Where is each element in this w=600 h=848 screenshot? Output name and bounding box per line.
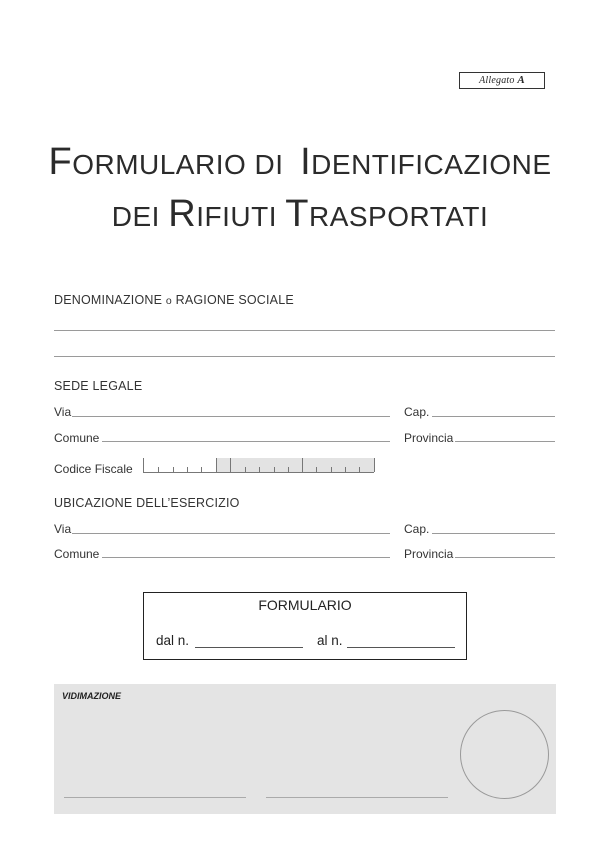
formulario-title: FORMULARIO [258, 597, 352, 613]
cf-tick [359, 467, 360, 472]
cf-tick [259, 467, 260, 472]
denominazione-heading-o: o [165, 295, 172, 307]
ubic-provincia-label: Provincia [404, 547, 454, 561]
allegato-word: Allegato [479, 75, 515, 86]
title-word-trasportati: RASPORTATI [308, 201, 489, 232]
codice-fiscale-shaded [216, 458, 375, 472]
sede-provincia-label: Provincia [404, 431, 454, 445]
title-word-dei: DEI [111, 201, 169, 232]
cf-tick [316, 467, 317, 472]
formulario-box [143, 592, 467, 660]
title-word-rifiuti: IFIUTI [196, 201, 286, 232]
sede-via-field[interactable] [72, 416, 390, 417]
cf-tick [345, 467, 346, 472]
denominazione-line-2[interactable] [54, 356, 555, 357]
allegato-badge [459, 72, 545, 89]
cf-tick [216, 458, 217, 472]
codice-fiscale-boxes[interactable] [143, 458, 374, 473]
cf-tick [173, 467, 174, 472]
ubic-provincia-field[interactable] [455, 557, 555, 558]
title-cap-r: R [168, 193, 197, 235]
codice-fiscale-label: Codice Fiscale [54, 462, 133, 476]
title-line-2 [0, 193, 600, 236]
title-word-formulario: ORMULARIO DI [72, 149, 284, 180]
ubic-cap-label: Cap. [404, 522, 430, 536]
formulario-al-field[interactable] [347, 647, 455, 648]
title-cap-t: T [285, 193, 309, 235]
formulario-dal-field[interactable] [195, 647, 303, 648]
formulario-dal-label: dal n. [156, 633, 190, 648]
denominazione-heading-tail: RAGIONE SOCIALE [175, 293, 294, 307]
cf-tick [158, 467, 159, 472]
denominazione-heading-main: DENOMINAZIONE [54, 293, 163, 307]
cf-tick [245, 467, 246, 472]
cf-tick [302, 458, 303, 472]
cf-tick [288, 467, 289, 472]
title-line-1 [0, 141, 600, 184]
sede-cap-field[interactable] [432, 416, 555, 417]
cf-tick [230, 458, 231, 472]
sede-legale-heading: SEDE LEGALE [54, 379, 143, 393]
title-cap-f: F [48, 141, 73, 183]
cf-tick [331, 467, 332, 472]
sede-provincia-field[interactable] [455, 441, 555, 442]
vidimazione-panel [54, 684, 556, 814]
formulario-al-label: al n. [317, 633, 343, 648]
ubic-cap-field[interactable] [432, 533, 555, 534]
cf-tick [201, 467, 202, 472]
ubic-via-label: Via [54, 522, 72, 536]
vidimazione-line-2[interactable] [266, 797, 448, 798]
cf-tick [274, 467, 275, 472]
sede-cap-label: Cap. [404, 405, 430, 419]
sede-comune-field[interactable] [102, 441, 390, 442]
sede-via-label: Via [54, 405, 72, 419]
ubic-comune-field[interactable] [102, 557, 390, 558]
denominazione-line-1[interactable] [54, 330, 555, 331]
ubicazione-heading: UBICAZIONE DELL’ESERCIZIO [54, 496, 240, 510]
denominazione-heading [54, 293, 294, 307]
title-cap-i: I [300, 141, 312, 183]
vidimazione-label: VIDIMAZIONE [62, 691, 122, 701]
sede-comune-label: Comune [54, 431, 100, 445]
vidimazione-line-1[interactable] [64, 797, 246, 798]
allegato-letter: A [517, 74, 525, 86]
stamp-circle [460, 710, 549, 799]
cf-tick [187, 467, 188, 472]
title-word-identificazione: DENTIFICAZIONE [311, 149, 552, 180]
ubic-comune-label: Comune [54, 547, 100, 561]
ubic-via-field[interactable] [72, 533, 390, 534]
